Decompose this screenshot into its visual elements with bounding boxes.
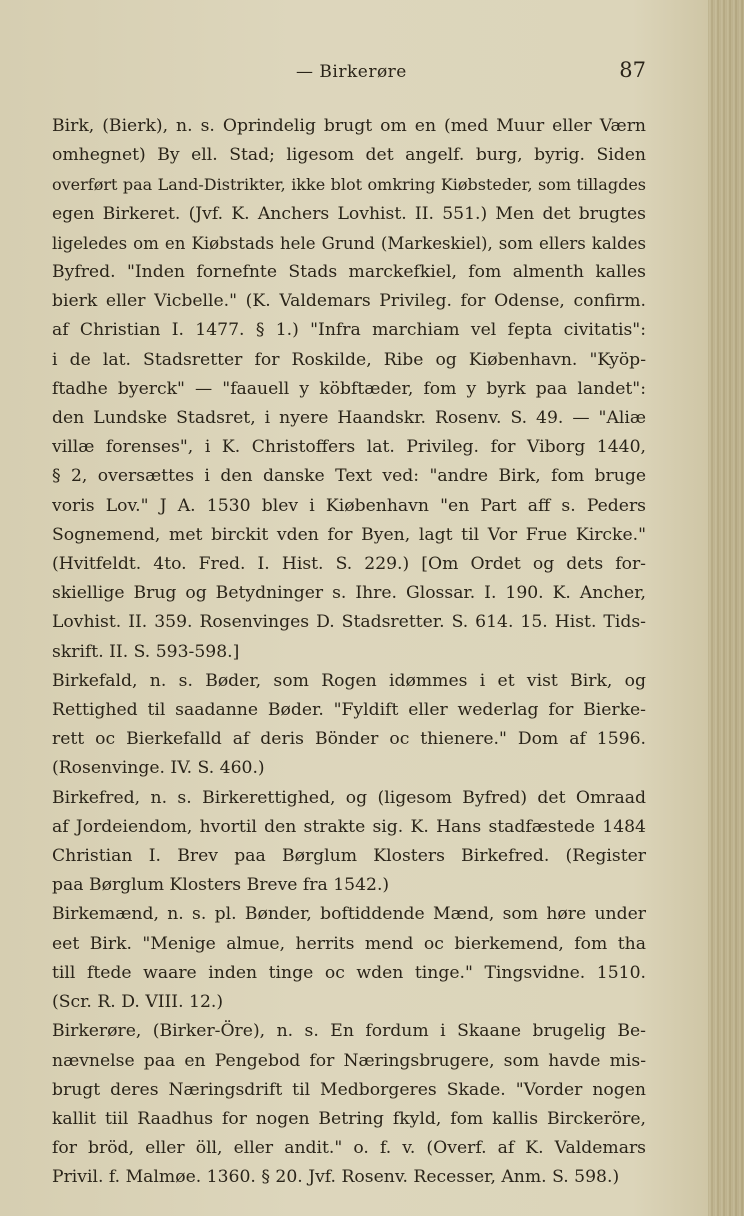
text-line: den Lundske Stadsret, i nyere Haandskr. Rosenv. S. 49. — "Aliæ <box>52 408 646 429</box>
text-line: af Jordeiendom, hvortil den strakte sig. K. Hans stadfæstede 1484 <box>52 816 646 837</box>
text-line: overført paa Land-Distrikter, ikke blot omkring Kiøbsteder, som tillagdes <box>52 175 646 195</box>
text-line: villæ forenses", i K. Christoffers lat. Privileg. for Viborg 1440, <box>52 437 646 458</box>
text-line: Birkerøre, (Birker-Öre), n. s. En fordum i Skaane brugelig Be- <box>52 1021 646 1042</box>
text-line: voris Lov." J A. 1530 blev i Kiøbenhavn "en Part aff s. Peders <box>52 495 646 516</box>
entry-birk <box>52 112 646 667</box>
running-head: — Birkerøre <box>296 62 407 82</box>
text-line: Lovhist. II. 359. Rosenvinges D. Stadsretter. S. 614. 15. Hist. Tids- <box>52 612 646 633</box>
entry-birkeroere <box>52 1017 646 1192</box>
text-line: skrift. II. S. 593-598.] <box>52 641 240 662</box>
entry-birkefald <box>52 667 646 784</box>
text-line: (Hvitfeldt. 4to. Fred. I. Hist. S. 229.) [Om Ordet og dets for- <box>52 554 646 575</box>
entry-birkefred <box>52 784 646 901</box>
text-line: i de lat. Stadsretter for Roskilde, Ribe og Kiøbenhavn. "Kyöp- <box>52 349 646 370</box>
text-line: egen Birkeret. (Jvf. K. Anchers Lovhist. II. 551.) Men det brugtes <box>52 203 646 224</box>
text-line: (Scr. R. D. VIII. 12.) <box>52 992 224 1013</box>
page-edge <box>708 0 744 1216</box>
text-line: till ftede waare inden tinge oc wden tinge." Tingsvidne. 1510. <box>52 962 646 983</box>
text-line: bierk eller Vicbelle." (K. Valdemars Privileg. for Odense, confirm. <box>52 291 646 312</box>
text-line: omhegnet) By ell. Stad; ligesom det angelf. burg, byrig. Siden <box>52 145 646 166</box>
text-line: Birk, (Bierk), n. s. Oprindelig brugt om en (med Muur eller Værn <box>52 116 646 136</box>
text-line: Privil. f. Malmøe. 1360. § 20. Jvf. Rosenv. Recesser, Anm. S. 598.) <box>52 1167 620 1188</box>
text-line: eet Birk. "Menige almue, herrits mend oc bierkemend, fom tha <box>52 933 646 954</box>
text-line: kallit tiil Raadhus for nogen Betring fkyld, fom kallis Birckeröre, <box>52 1108 646 1129</box>
text-line: brugt deres Næringsdrift til Medborgeres Skade. "Vorder nogen <box>52 1079 646 1100</box>
text-line: for bröd, eller öll, eller andit." o. f. v. (Overf. af K. Valdemars <box>52 1138 646 1159</box>
text-line: af Christian I. 1477. § 1.) "Infra marchiam vel fepta civitatis": <box>52 320 646 341</box>
text-line: ligeledes om en Kiøbstads hele Grund (Markeskiel), som ellers kaldes <box>52 233 646 253</box>
text-line: (Rosenvinge. IV. S. 460.) <box>52 758 265 779</box>
entry-birkemaend <box>52 900 646 1017</box>
text-line: Byfred. "Inden fornefnte Stads marckefkiel, fom almenth kalles <box>52 262 646 283</box>
text-line: Christian I. Brev paa Børglum Klosters Birkefred. (Register <box>52 846 646 867</box>
text-line: nævnelse paa en Pengebod for Næringsbrugere, som havde mis- <box>52 1050 646 1071</box>
text-line: skiellige Brug og Betydninger s. Ihre. Glossar. I. 190. K. Ancher, <box>52 583 646 604</box>
dictionary-text <box>52 112 646 1193</box>
page-header <box>60 58 646 88</box>
page-number: 87 <box>619 58 646 82</box>
text-line: § 2, oversættes i den danske Text ved: "andre Birk, fom bruge <box>52 466 646 487</box>
text-line: Birkefred, n. s. Birkerettighed, og (ligesom Byfred) det Omraad <box>52 787 646 808</box>
text-line: Sognemend, met birckit vden for Byen, lagt til Vor Frue Kircke." <box>52 524 646 545</box>
text-line: Rettighed til saadanne Bøder. "Fyldift eller wederlag for Bierke- <box>52 700 646 721</box>
text-line: rett oc Bierkefalld af deris Bönder oc thienere." Dom af 1596. <box>52 729 646 750</box>
text-line: paa Børglum Klosters Breve fra 1542.) <box>52 875 390 896</box>
text-line: Birkefald, n. s. Bøder, som Rogen idømmes i et vist Birk, og <box>52 670 646 691</box>
text-line: Birkemænd, n. s. pl. Bønder, boftiddende Mænd, som høre under <box>52 904 646 925</box>
text-line: ftadhe byerck" — "faauell y köbftæder, fom y byrk paa landet": <box>52 378 646 399</box>
